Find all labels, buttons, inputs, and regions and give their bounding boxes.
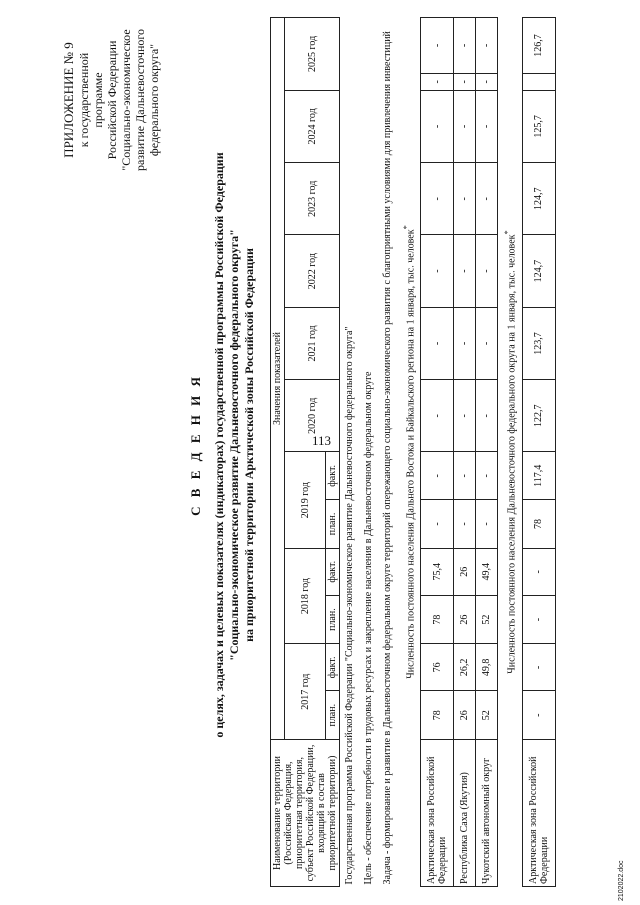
appendix-line: "Социально-экономическое xyxy=(119,29,133,171)
table-cell: 26 xyxy=(454,691,476,740)
plan-header: план. xyxy=(326,691,340,740)
indicator-note: * xyxy=(503,230,513,235)
table-cell: 78 xyxy=(522,500,555,549)
fact-header: факт. xyxy=(326,644,340,691)
table-cell: - xyxy=(454,73,476,90)
territory-name: Республика Саха (Якутия) xyxy=(454,740,476,887)
table-cell: 78 xyxy=(421,595,454,644)
territory-name: Арктическая зона Российской Федерации xyxy=(421,740,454,887)
table-cell: - xyxy=(522,644,555,691)
appendix-number: ПРИЛОЖЕНИЕ № 9 xyxy=(61,42,76,158)
table-cell: - xyxy=(421,90,454,162)
year-header: 2018 год xyxy=(285,548,326,644)
table-cell: - xyxy=(421,307,454,379)
goal-row: Цель - обеспечение потребности в трудовых ресурсах и закрепление населения в Дальневосточном федеральном округе xyxy=(363,371,374,885)
page-number: 113 xyxy=(312,433,332,448)
table-cell: 52 xyxy=(476,691,498,740)
table-cell: - xyxy=(421,235,454,307)
values-header: Значения показателей xyxy=(271,18,285,740)
indicator-label: Численность постоянного населения Дальневосточного федерального округа на 1 января, тыс. человек xyxy=(506,234,518,674)
heading-subtitle-line: "Социально-экономическое развитие Дальневосточного федерального округа" xyxy=(227,229,241,661)
table-row xyxy=(522,18,555,887)
plan-header: план. xyxy=(326,595,340,644)
table-cell: - xyxy=(421,163,454,235)
table-cell: - xyxy=(476,307,498,379)
table-cell: 122,7 xyxy=(522,380,555,452)
table-cell: 126,7 xyxy=(522,18,555,74)
table-cell: - xyxy=(454,163,476,235)
table-cell: - xyxy=(476,18,498,74)
table-cell: - xyxy=(454,18,476,74)
table-cell: 26 xyxy=(454,548,476,595)
table-cell: 76 xyxy=(421,644,454,691)
year-header: 2025 год xyxy=(285,18,340,91)
table-cell: 52 xyxy=(476,595,498,644)
heading-subtitle-line: на приоритетной территории Арктической зоны Российской Федерации xyxy=(242,248,256,642)
table-cell: - xyxy=(454,380,476,452)
table-cell: - xyxy=(476,73,498,90)
table-cell: - xyxy=(421,500,454,549)
year-header: 2017 год xyxy=(285,644,326,740)
appendix-block xyxy=(62,25,161,175)
table-cell: - xyxy=(454,235,476,307)
appendix-line: развитие Дальневосточного xyxy=(133,28,147,172)
table-cell: 124,7 xyxy=(522,235,555,307)
table-cell: - xyxy=(476,380,498,452)
territory-name-header: Наименование территории (Российская Федерация, приоритетная территория, субъект Российской Федерации, входящий в состав приоритетной территории) xyxy=(271,740,340,887)
table-cell: - xyxy=(454,90,476,162)
table-cell: 78 xyxy=(421,691,454,740)
table-cell: - xyxy=(522,548,555,595)
table-cell: - xyxy=(476,90,498,162)
table-cell: - xyxy=(476,500,498,549)
program-row: Государственная программа Российской Федерации "Социально-экономическое развитие Дальневосточного федерального округа" xyxy=(344,326,355,885)
year-header: 2020 год xyxy=(285,380,340,452)
table-cell: 125,7 xyxy=(522,90,555,162)
indicator-row xyxy=(498,18,522,887)
plan-header: план. xyxy=(326,500,340,549)
indicator-row xyxy=(397,18,421,887)
table-cell: - xyxy=(421,73,454,90)
year-header: 2019 год xyxy=(285,452,326,548)
appendix-line: Российской Федерации xyxy=(105,40,119,160)
fact-header: факт. xyxy=(326,452,340,500)
table-cell: 26,2 xyxy=(454,644,476,691)
table-cell: - xyxy=(522,595,555,644)
table-cell: - xyxy=(522,691,555,740)
table-row xyxy=(454,18,476,887)
heading-subtitle-line: о целях, задачах и целевых показателях (индикаторах) государственной программы Российской Федерации xyxy=(212,152,226,738)
table-row xyxy=(421,18,454,887)
table-cell: 75,4 xyxy=(421,548,454,595)
year-header: 2024 год xyxy=(285,90,340,162)
table-cell: - xyxy=(421,18,454,74)
task-row: Задача - формирование и развитие в Дальневосточном федеральном округе территорий опережающего социально-экономического развития с благоприятными условиями для привлечения инвестиций xyxy=(382,31,393,885)
territory-name: Чукотский автономный округ xyxy=(476,740,498,887)
table-cell: - xyxy=(421,380,454,452)
table-cell xyxy=(522,73,555,90)
table-cell: 26 xyxy=(454,595,476,644)
table-cell: 124,7 xyxy=(522,163,555,235)
appendix-line: к государственной программе xyxy=(77,52,105,148)
table-row xyxy=(476,18,498,887)
year-header: 2023 год xyxy=(285,163,340,235)
year-header: 2022 год xyxy=(285,235,340,307)
document-heading xyxy=(188,5,257,885)
year-header: 2021 год xyxy=(285,307,340,379)
table-cell: 117,4 xyxy=(522,452,555,500)
indicators-table xyxy=(270,17,556,887)
table-cell: 123,7 xyxy=(522,307,555,379)
indicator-note: * xyxy=(402,225,411,230)
footer-filename: 2102022.doc xyxy=(618,860,625,901)
table-cell: - xyxy=(476,452,498,500)
heading-title: С В Е Д Е Н И Я xyxy=(188,374,203,516)
table-cell: - xyxy=(476,163,498,235)
table-cell: 49,8 xyxy=(476,644,498,691)
indicator-label: Численность постоянного населения Дальнего Востока и Байкальского региона на 1 января, тыс. человек xyxy=(405,229,417,679)
territory-name: Арктическая зона Российской Федерации xyxy=(522,740,555,887)
table-cell: - xyxy=(476,235,498,307)
table-cell: - xyxy=(454,452,476,500)
table-cell: - xyxy=(454,307,476,379)
appendix-line: федерального округа" xyxy=(147,43,161,157)
fact-header: факт. xyxy=(326,548,340,595)
table-cell: - xyxy=(421,452,454,500)
table-cell: - xyxy=(454,500,476,549)
table-cell: 49,4 xyxy=(476,548,498,595)
